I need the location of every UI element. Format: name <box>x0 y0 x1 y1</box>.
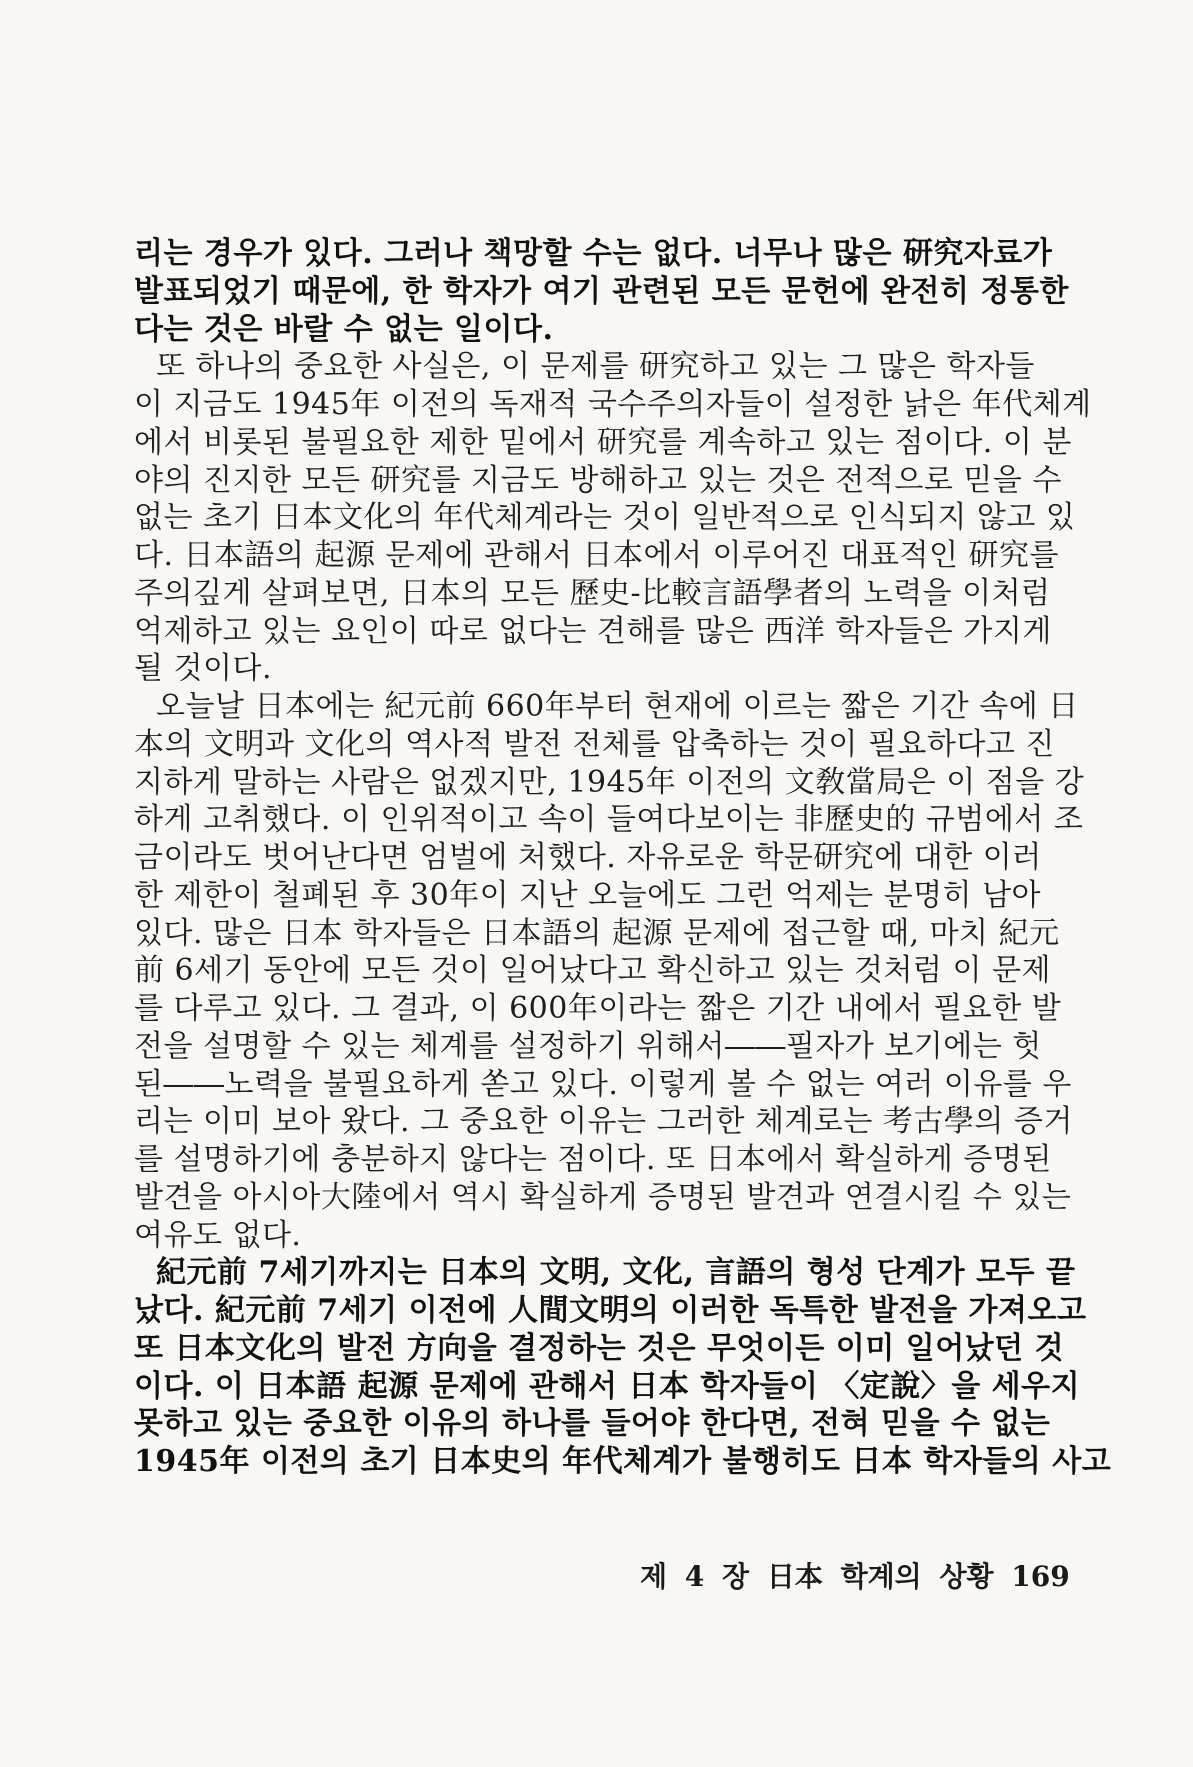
text-line: 발견을 아시아大陸에서 역시 확실하게 증명된 발견과 연결시킬 수 있는 <box>134 1179 1072 1215</box>
text-line: 났다. 紀元前 7세기 이전에 人間文明의 이러한 독특한 발전을 가져오고 <box>134 1293 1087 1328</box>
text-line: 야의 진지한 모든 研究를 지금도 방해하고 있는 것은 전적으로 믿을 수 <box>134 462 1062 498</box>
text-line: 를 설명하기에 충분하지 않다는 점이다. 또 日本에서 확실하게 증명된 <box>134 1142 1052 1177</box>
text-line: 이다. 이 日本語 起源 문제에 관해서 日本 학자들이 〈定說〉을 세우지 <box>134 1368 1081 1404</box>
text-line: 다. 日本語의 起源 문제에 관해서 日本에서 이루어진 대표적인 研究를 <box>134 538 1059 573</box>
text-line: 금이라도 벗어난다면 엄벌에 처했다. 자유로운 학문研究에 대한 이러 <box>134 840 1042 875</box>
text-line: 1945年 이전의 초기 日本史의 年代체계가 불행히도 日本 학자들의 사고 <box>134 1444 1112 1479</box>
text-line: 오늘날 日本에는 紀元前 660年부터 현재에 이르는 짧은 기간 속에 日 <box>156 689 1079 724</box>
text-line: 리는 이미 보아 왔다. 그 중요한 이유는 그러한 체계로는 考古學의 증거 <box>134 1104 1073 1140</box>
text-line: 를 다루고 있다. 그 결과, 이 600年이라는 짧은 기간 내에서 필요한 발 <box>134 991 1062 1026</box>
text-line: 리는 경우가 있다. 그러나 책망할 수는 없다. 너무나 많은 研究자료가 <box>134 236 1053 271</box>
text-line: 또 日本文化의 발전 方向을 결정하는 것은 무엇이든 이미 일어났던 것 <box>134 1330 1065 1366</box>
text-line: 또 하나의 중요한 사실은, 이 문제를 研究하고 있는 그 많은 학자들 <box>156 349 1035 385</box>
text-line: 지하게 말하는 사람은 없겠지만, 1945年 이전의 文敎當局은 이 점을 강 <box>134 764 1085 800</box>
page-footer: 제 4 장 日本 학계의 상황 169 <box>640 1560 1070 1593</box>
text-line: 될 것이다. <box>134 651 272 687</box>
text-line: 못하고 있는 중요한 이유의 하나를 들어야 한다면, 전혀 믿을 수 없는 <box>134 1406 1051 1442</box>
text-line: 억제하고 있는 요인이 따로 없다는 견해를 많은 西洋 학자들은 가지게 <box>134 613 1052 649</box>
text-line: 된――노력을 불필요하게 쏟고 있다. 이렇게 볼 수 없는 여러 이유를 우 <box>134 1066 1072 1102</box>
text-line: 本의 文明과 文化의 역사적 발전 전체를 압축하는 것이 필요하다고 진 <box>134 726 1055 762</box>
text-line: 주의깊게 살펴보면, 日本의 모든 歷史-比較言語學者의 노력을 이처럼 <box>134 575 1051 611</box>
text-line: 없는 초기 日本文化의 年代체계라는 것이 일반적으로 인식되지 않고 있 <box>134 500 1076 536</box>
text-line: 紀元前 7세기까지는 日本의 文明, 文化, 言語의 형성 단계가 모두 끝 <box>156 1255 1076 1291</box>
text-line: 여유도 없다. <box>134 1217 302 1253</box>
text-line: 이 지금도 1945年 이전의 독재적 국수주의자들이 설정한 낡은 年代체계 <box>134 387 1092 422</box>
text-line: 발표되었기 때문에, 한 학자가 여기 관련된 모든 문헌에 완전히 정통한 <box>134 273 1069 309</box>
text-line: 있다. 많은 日本 학자들은 日本語의 起源 문제에 접근할 때, 마치 紀元 <box>134 915 1060 951</box>
text-line: 한 제한이 철폐된 후 30年이 지난 오늘에도 그런 억제는 분명히 남아 <box>134 877 1042 913</box>
text-line: 다는 것은 바랄 수 없는 일이다. <box>134 311 554 347</box>
body-text <box>134 235 1112 1481</box>
text-line: 전을 설명할 수 있는 체계를 설정하기 위해서――필자가 보기에는 헛 <box>134 1028 1042 1064</box>
text-line: 에서 비롯된 불필요한 제한 밑에서 研究를 계속하고 있는 점이다. 이 분 <box>134 424 1072 460</box>
text-line: 前 6세기 동안에 모든 것이 일어났다고 확신하고 있는 것처럼 이 문제 <box>134 953 1051 989</box>
text-line: 하게 고취했다. 이 인위적이고 속이 들여다보이는 非歷史的 규범에서 조 <box>134 802 1084 838</box>
